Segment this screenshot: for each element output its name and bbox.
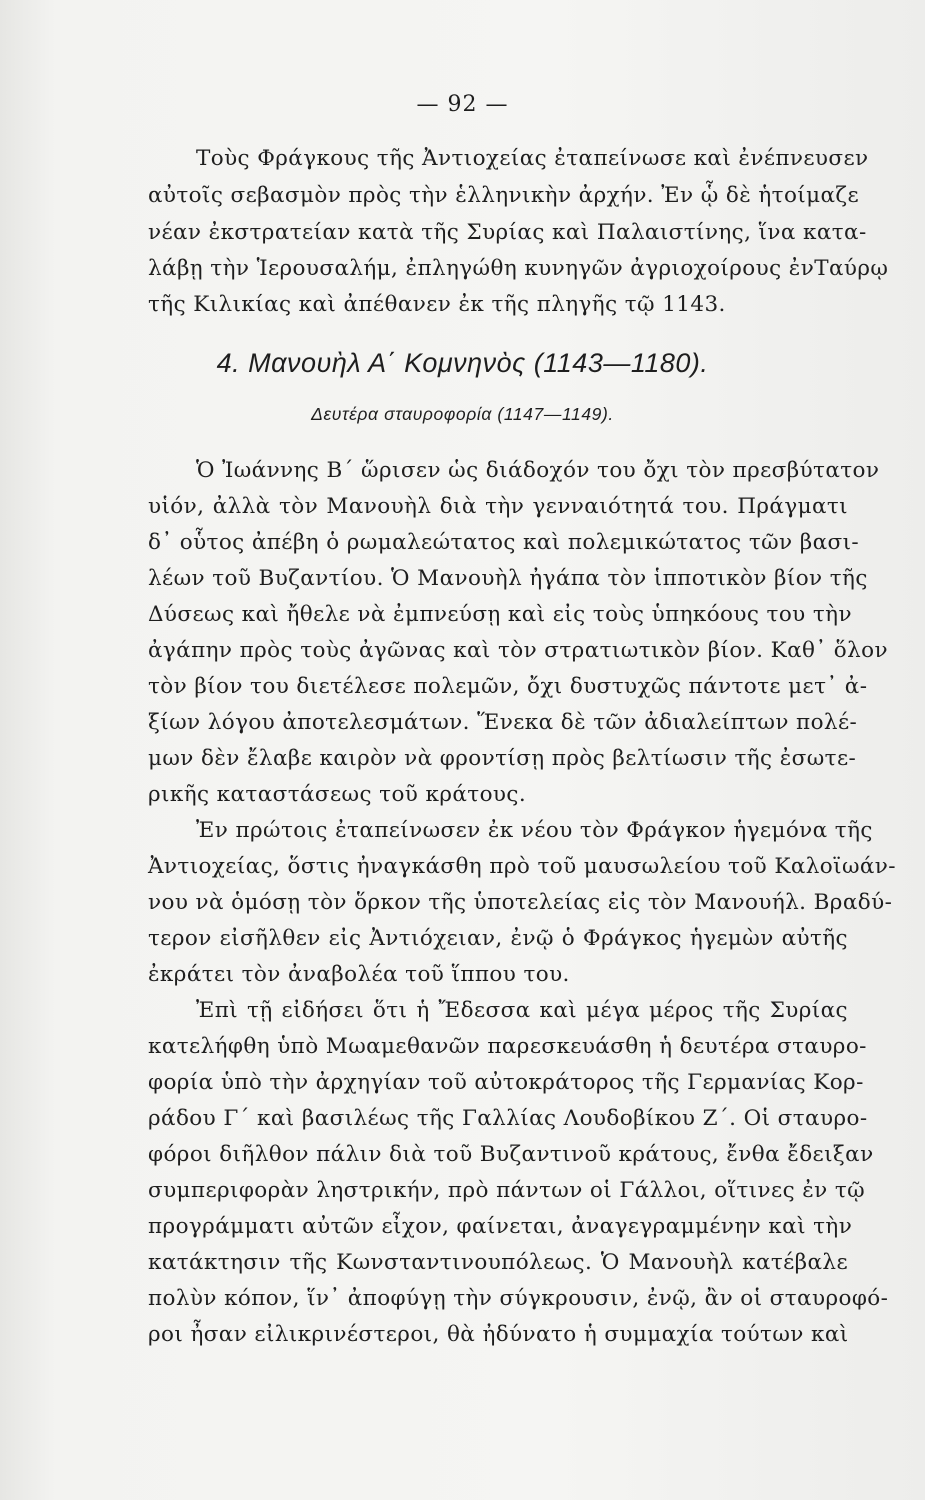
text-line: Τοὺς Φράγκους τῆς Ἀντιοχείας ἐταπείνωσε καὶ ἐνέπνευσεν xyxy=(196,146,869,171)
text-line: τὸν βίον του διετέλεσε πολεμῶν, ὄχι δυστυχῶς πάντοτε μετ᾽ ἀ- xyxy=(148,674,868,699)
section-subheading: Δευτέρα σταυροφορία (1147—1149). xyxy=(311,404,614,424)
text-line: νέαν ἐκστρατείαν κατὰ τῆς Συρίας καὶ Παλαιστίνης, ἵνα κατα- xyxy=(148,220,867,245)
text-line: ξίων λόγου ἀποτελεσμάτων. Ἕνεκα δὲ τῶν ἀδιαλείπτων πολέ- xyxy=(148,710,858,735)
text-line: φόροι διῆλθον πάλιν διὰ τοῦ Βυζαντινοῦ κράτους, ἔνθα ἔδειξαν xyxy=(148,1142,874,1167)
text-line: ἐκράτει τὸν ἀναβολέα τοῦ ἵππου του. xyxy=(148,962,570,987)
text-line: Ὁ Ἰωάννης Β΄ ὥρισεν ὡς διάδοχόν του ὄχι τὸν πρεσβύτατον xyxy=(196,458,880,483)
text-line: λάβῃ τὴν Ἱερουσαλήμ, ἐπληγώθη κυνηγῶν ἀγριοχοίρους ἐνΤαύρῳ xyxy=(148,256,889,281)
text-line: προγράμματι αὐτῶν εἶχον, φαίνεται, ἀναγεγραμμένην καὶ τὴν xyxy=(148,1214,853,1239)
text-line: ράδου Γ΄ καὶ βασιλέως τῆς Γαλλίας Λουδοβίκου Ζ΄. Οἱ σταυρο- xyxy=(148,1106,868,1131)
text-line: αὐτοῖς σεβασμὸν πρὸς τὴν ἑλληνικὴν ἀρχήν. Ἐν ᾧ δὲ ἡτοίμαζε xyxy=(148,183,860,208)
text-line: Ἐν πρώτοις ἐταπείνωσεν ἐκ νέου τὸν Φράγκον ἡγεμόνα τῆς xyxy=(196,818,873,843)
text-line: υἱόν, ἀλλὰ τὸν Μανουὴλ διὰ τὴν γενναιότητά του. Πράγματι xyxy=(148,494,848,519)
text-line: μων δὲν ἔλαβε καιρὸν νὰ φροντίσῃ πρὸς βελτίωσιν τῆς ἐσωτε- xyxy=(148,746,857,771)
text-line: ροι ἦσαν εἰλικρινέστεροι, θὰ ἠδύνατο ἡ συμμαχία τούτων καὶ xyxy=(148,1322,849,1347)
page-number: — 92 — xyxy=(416,92,509,117)
text-line: δ᾽ οὗτος ἀπέβη ὁ ρωμαλεώτατος καὶ πολεμικώτατος τῶν βασι- xyxy=(148,530,860,555)
text-line: ἀγάπην πρὸς τοὺς ἀγῶνας καὶ τὸν στρατιωτικὸν βίον. Καθ᾽ ὅλον xyxy=(148,638,888,663)
text-line: κατελήφθη ὑπὸ Μωαμεθανῶν παρεσκευάσθη ἡ δευτέρα σταυρο- xyxy=(148,1034,867,1059)
text-line: φορία ὑπὸ τὴν ἀρχηγίαν τοῦ αὐτοκράτορος τῆς Γερμανίας Κορ- xyxy=(148,1070,864,1095)
text-line: νου νὰ ὁμόσῃ τὸν ὅρκον τῆς ὑποτελείας εἰς τὸν Μανουήλ. Βραδύ- xyxy=(148,890,893,915)
text-line: κατάκτησιν τῆς Κωνσταντινουπόλεως. Ὁ Μανουὴλ κατέβαλε xyxy=(148,1250,848,1275)
text-line: ρικῆς καταστάσεως τοῦ κράτους. xyxy=(148,782,527,807)
text-line: πολὺν κόπον, ἵν᾽ ἀποφύγῃ τὴν σύγκρουσιν, ἐνῷ, ἂν οἱ σταυροφό- xyxy=(148,1286,889,1311)
text-line: λέων τοῦ Βυζαντίου. Ὁ Μανουὴλ ἠγάπα τὸν ἱπποτικὸν βίον τῆς xyxy=(148,566,868,591)
text-line: Ἀντιοχείας, ὅστις ἠναγκάσθη πρὸ τοῦ μαυσωλείου τοῦ Καλοϊωάν- xyxy=(148,854,896,879)
section-heading: 4. Μανουὴλ Α΄ Κομνηνὸς (1143—1180). xyxy=(216,348,709,378)
text-line: τῆς Κιλικίας καὶ ἀπέθανεν ἐκ τῆς πληγῆς τῷ 1143. xyxy=(148,292,726,317)
text-line: Δύσεως καὶ ἤθελε νὰ ἐμπνεύσῃ καὶ εἰς τοὺς ὑπηκόους του τὴν xyxy=(148,602,852,627)
text-line: Ἐπὶ τῇ εἰδήσει ὅτι ἡ Ἔδεσσα καὶ μέγα μέρος τῆς Συρίας xyxy=(196,998,848,1023)
text-line: συμπεριφορὰν ληστρικήν, πρὸ πάντων οἱ Γάλλοι, οἵτινες ἐν τῷ xyxy=(148,1178,866,1203)
text-line: τερον εἰσῆλθεν εἰς Ἀντιόχειαν, ἐνῷ ὁ Φράγκος ἡγεμὼν αὐτῆς xyxy=(148,926,848,951)
